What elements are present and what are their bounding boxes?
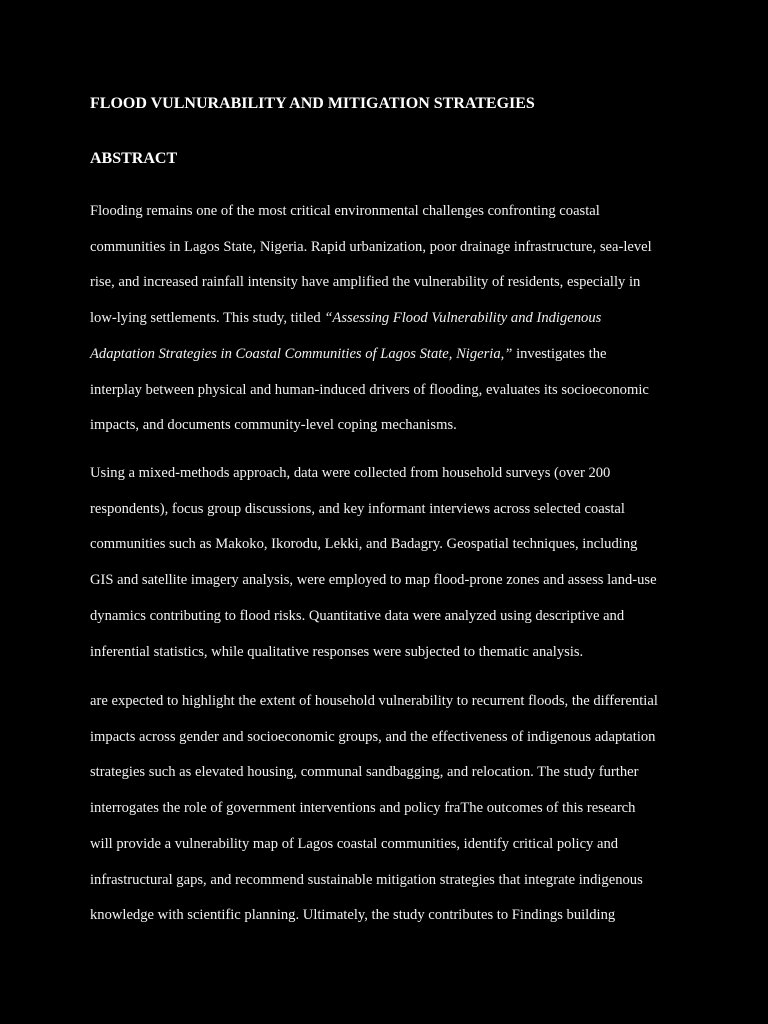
text-line: dynamics contributing to flood risks. Quantitative data were analyzed using descriptive and xyxy=(90,607,625,624)
text-line: communities such as Makoko, Ikorodu, Lekki, and Badagry. Geospatial techniques, including xyxy=(90,536,638,553)
study-title-italic: “Assessing Flood Vulnerability and Indigenous xyxy=(324,310,602,327)
text-line: will provide a vulnerability map of Lagos coastal communities, identify critical policy and xyxy=(90,835,619,852)
text-line: infrastructural gaps, and recommend sustainable mitigation strategies that integrate indigenous xyxy=(90,871,643,888)
text-line: impacts, and documents community-level coping mechanisms. xyxy=(90,417,457,434)
section-heading-abstract: ABSTRACT xyxy=(90,150,178,167)
abstract-paragraph-1 xyxy=(90,194,680,444)
text-line: rise, and increased rainfall intensity have amplified the vulnerability of residents, especially in xyxy=(90,274,641,291)
text-line: impacts across gender and socioeconomic groups, and the effectiveness of indigenous adaptation xyxy=(90,728,656,745)
study-title-italic: Adaptation Strategies in Coastal Communities of Lagos State, Nigeria,” xyxy=(90,345,513,362)
text-line: knowledge with scientific planning. Ultimately, the study contributes to Findings building xyxy=(90,907,616,924)
text-line: communities in Lagos State, Nigeria. Rapid urbanization, poor drainage infrastructure, sea-level xyxy=(90,238,652,255)
abstract-paragraph-3 xyxy=(90,684,680,934)
document-title: FLOOD VULNURABILITY AND MITIGATION STRATEGIES xyxy=(90,95,535,112)
text-line: Using a mixed-methods approach, data were collected from household surveys (over 200 xyxy=(90,465,611,481)
text-line: strategies such as elevated housing, communal sandbagging, and relocation. The study further xyxy=(90,764,639,781)
text-line: respondents), focus group discussions, and key informant interviews across selected coastal xyxy=(90,500,625,517)
abstract-paragraph-2 xyxy=(90,456,680,670)
text-line: interplay between physical and human-induced drivers of flooding, evaluates its socioeconomic xyxy=(90,381,649,398)
text-run: low-lying settlements. This study, titled xyxy=(90,310,325,327)
text-run: investigates the xyxy=(512,345,607,362)
text-line: are expected to highlight the extent of household vulnerability to recurrent floods, the differential xyxy=(90,693,658,709)
text-line: GIS and satellite imagery analysis, were employed to map flood-prone zones and assess land-use xyxy=(90,572,657,589)
text-line: inferential statistics, while qualitative responses were subjected to thematic analysis. xyxy=(90,643,584,660)
text-line: interrogates the role of government interventions and policy fraThe outcomes of this research xyxy=(90,800,636,817)
text-line xyxy=(90,301,680,337)
text-line xyxy=(90,337,680,373)
text-line: Flooding remains one of the most critical environmental challenges confronting coastal xyxy=(90,203,600,219)
